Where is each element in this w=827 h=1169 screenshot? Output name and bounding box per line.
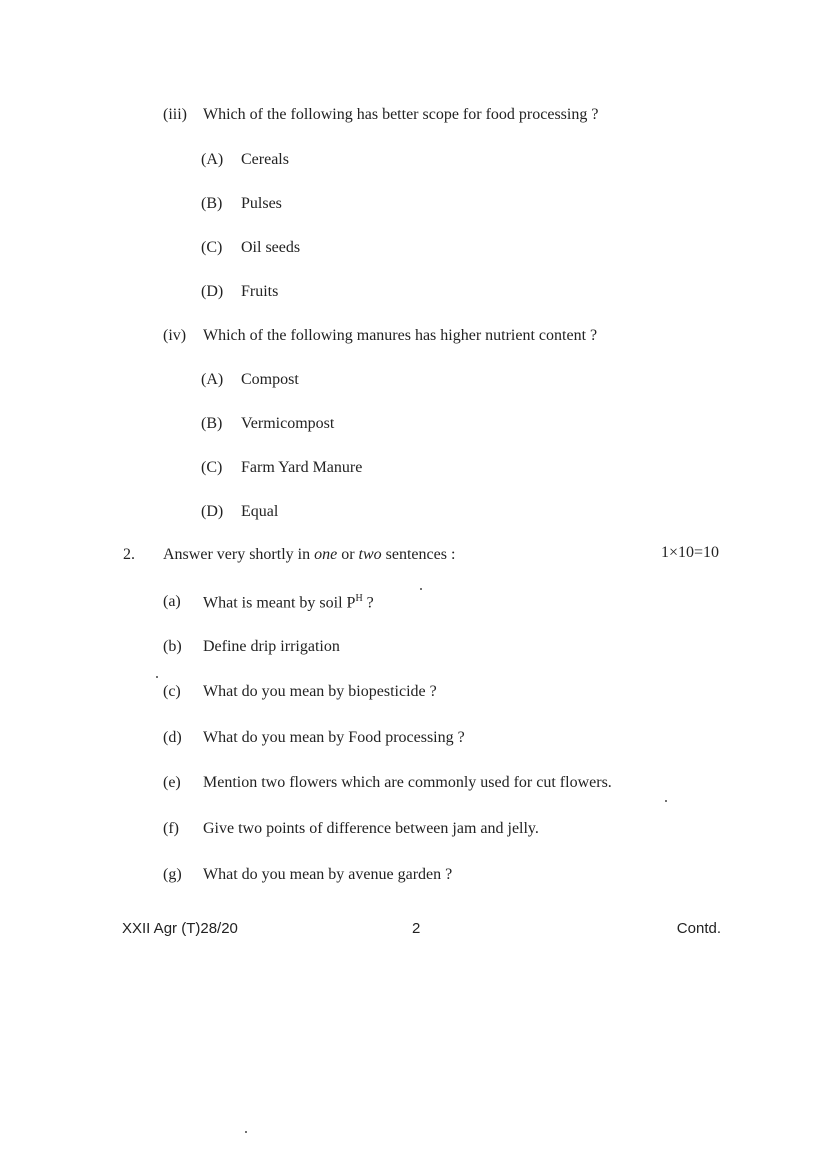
subquestion-label: (a) — [163, 593, 181, 610]
paper-code: XXII Agr (T)28/20 — [122, 920, 238, 937]
question-number: 2. — [123, 546, 135, 563]
question-2 — [123, 546, 135, 564]
option-label: (C) — [201, 459, 223, 476]
question-2-text: Answer very shortly in one or two sentences : — [163, 546, 456, 563]
subquestion-text: What do you mean by Food processing ? — [203, 729, 465, 746]
option-label: (D) — [201, 283, 224, 300]
scan-speck — [665, 800, 667, 802]
option-label: (D) — [201, 503, 224, 520]
option-text: Cereals — [241, 151, 289, 168]
option-text: Equal — [241, 503, 279, 520]
scan-speck — [156, 676, 158, 678]
question-number: (iv) — [163, 327, 187, 344]
question-text: Which of the following has better scope for food processing ? — [203, 106, 599, 123]
subquestion-label: (d) — [163, 729, 182, 746]
emphasis-one: one — [314, 546, 338, 563]
exam-page: (iii) Which of the following has better scope for food processing ? (A) Cereals (B) Pulses (C) Oil seeds (D) Fruits (iv) Which of the following manures has higher nutrient content ? (A) Compost (B) Vermicompost (C) Farm Yard Manure (D) Equal 2. Answer very shortly in one or two sentences : 1×10=10 (a) What is meant by soil $P^H$ ? (b) Define drip irrigation (c) What do you mean by biopesticide ? (d) What do you mean by Food processing ? (e) Mention two flowers which are commonly used for cut flowers. (f) Give two points of difference between jam and jelly. (g) What do you mean by avenue garden ? XXII Agr (T)28/20 2 Contd. — [0, 0, 827, 1169]
contd-label: Contd. — [676, 920, 721, 937]
subquestion-text: Mention two flowers which are commonly used for cut flowers. — [203, 774, 612, 791]
question-text: Which of the following manures has higher nutrient content ? — [203, 327, 598, 344]
subquestion-text: Define drip irrigation — [203, 638, 340, 655]
subquestion-label: (e) — [163, 774, 181, 791]
subquestion-label: (b) — [163, 638, 182, 655]
option-label: (A) — [201, 371, 224, 388]
option-text: Oil seeds — [241, 239, 301, 256]
option-label: (A) — [201, 151, 224, 168]
subquestion-label: (g) — [163, 866, 182, 883]
question-number: (iii) — [163, 106, 187, 123]
option-text: Fruits — [241, 283, 279, 300]
option-text: Compost — [241, 371, 299, 388]
subquestion-text: What is meant by soil P — [203, 594, 356, 612]
subquestion-text: What do you mean by biopesticide ? — [203, 683, 437, 700]
subquestion-text: What do you mean by avenue garden ? — [203, 866, 453, 883]
option-label: (C) — [201, 239, 223, 256]
superscript: H — [355, 593, 363, 604]
option-label: (B) — [201, 195, 223, 212]
emphasis-two: two — [358, 546, 382, 563]
scan-speck — [420, 588, 422, 590]
marks: 1×10=10 — [660, 544, 719, 561]
subquestion-label: (c) — [163, 683, 181, 700]
scan-speck — [245, 1131, 247, 1133]
option-label: (B) — [201, 415, 223, 432]
page-number: 2 — [412, 920, 421, 937]
subquestion-label: (f) — [163, 820, 179, 837]
option-text: Vermicompost — [241, 415, 335, 432]
subquestion-text: Give two points of difference between jam and jelly. — [203, 820, 539, 837]
option-text: Farm Yard Manure — [241, 459, 363, 476]
option-text: Pulses — [241, 195, 282, 212]
